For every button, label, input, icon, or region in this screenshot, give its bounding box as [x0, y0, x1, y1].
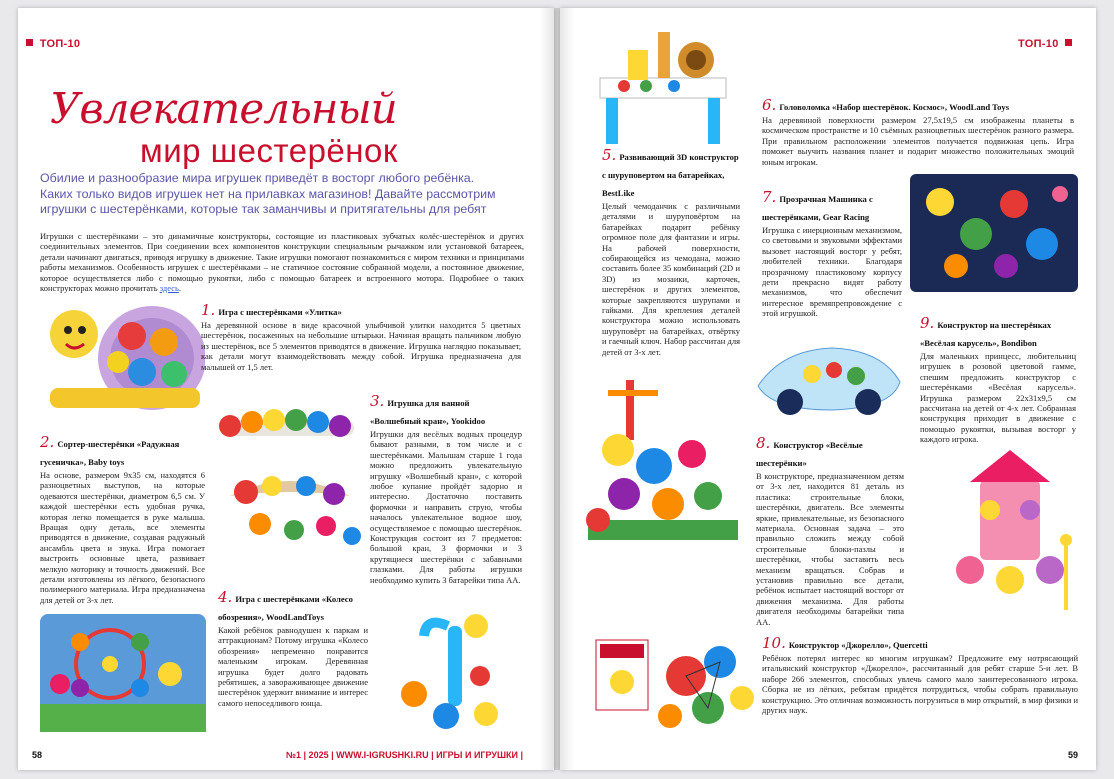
item-title: Конструктор на шестерёнках «Весёлая карусель», Bondibon: [920, 320, 1052, 348]
intro-paragraph: Игрушки с шестерёнками – это динамичные конструкторы, состоящие из пластиковых зубчатых колёс-шестерёнок и других соединительных элементов. При соединении всех компонентов конструкции специальным рычажком или установкой батареек, детали начинают двигаться, приводя игрушку в движение. Такие игрушки помогают познакомиться с миром техники и принципами работы механизмов. Особенность игрушек с шестерёнками – не статичное состояние собранной модели, а постоянное движение, которое осуществляется либо с помощью рукоятки, либо с помощью батареек и встроенного мотора. Подробнее о таких конструкторах можно прочитать здесь.: [40, 231, 524, 294]
item-text: В конструкторе, предназначенном детям от 3-х лет, находится 81 деталь из пластика: строительные блоки, шестерёнки, двигатель. Все элементы яркие, привлекательные, из безопасного материала. Основная задача – это правильно сложить между собой строительные блоки-пазлы и шестерёнки, чтобы заставить весь механизм вращаться. Собрав и установив правильно все детали, ребёнок испытает настоящий восторг от движения механизма. Для работы двигателя необходимы батарейки типа АА.: [756, 471, 904, 627]
item-text: Ребёнок потерял интерес ко многим игрушкам? Предложите ему нотрясающий итальянский конструктор «Джорелло», рассчитанный для ребят старше 5-и лет. В наборе 266 элементов, способных увлечь самого мало заинтересованного игрока. Сборка не из лёгких, ребятам придётся потрудиться, чтобы собрать правильную конструкцию. Это отличная возможность погрузиться в мир открытий, в мир физики и других наук.: [762, 653, 1078, 716]
item-number: 3.: [370, 392, 385, 410]
item-8: [756, 434, 904, 627]
item-text: На деревянной основе в виде красочной улыбчивой улитки находится 5 цветных шестерёнок, посаженных на небольшие штырьки. Начиная вращать пальчиком любую из шестерёнок, все 5 элементов приводятся в движение. Игрушка наглядно показывает, как детали могут взаимодействовать между собой. Игрушка предназначена для малышей от 1,5 лет.: [201, 320, 521, 372]
title-line2: мир шестерёнок: [140, 132, 398, 169]
item-title: Игра с шестерёнками «Колесо обозрения», WoodLandToys: [218, 594, 353, 622]
section-label-right: ТОП-10: [1018, 38, 1072, 50]
page-number-right: 59: [1068, 750, 1079, 760]
snail-gears-image: [40, 296, 205, 414]
item-title: Игра с шестерёнками «Улитка»: [218, 307, 342, 317]
square-icon: [26, 39, 33, 46]
construction-table-image: [588, 20, 738, 148]
item-title: Конструктор «Весёлые шестерёнки»: [756, 440, 863, 468]
item-text: На деревянной поверхности размером 27,5х19,5 см изображены планеты в космическом пространстве и 10 съёмных разноцветных шестерёнок разного размера. При правильном расположении элементов получается подвижная цепь. Игра поможет выучить названия планет и подарит множество положительных эмоций юным игрокам.: [762, 115, 1074, 167]
ferris-wheel-image: [40, 614, 206, 732]
title-line1: Увлекательный: [50, 84, 397, 133]
item-text: Целый чемоданчик с различными деталями и шуруповёртом на батарейках подарит ребёнку огромное поле для фантазии и игры. На рабочей поверхности, собирающейся из чемодана, можно составить более 35 комбинаций (2D и 3D) из мозаики, карточек, шестерёнок и других элементов, которые закрепляются шурупами и гайками. Для крепления деталей конструктора можно использовать шуруповёрт на батарейках, отвёртку и гаечный ключ. Набор рассчитан для детей от 3-х лет.: [602, 201, 740, 357]
item-text: Какой ребёнок равнодушен к паркам и аттракционам? Потому игрушка «Колесо обозрения» непременно понравится маленьким игрокам. Деревянная игрушка будет долго радовать ребятишек, а завораживающее движение шестерёнок удержит внимание и интерес самого непоседливого юнца.: [218, 625, 368, 708]
item-5: [602, 146, 740, 357]
item-text: Игрушка с инерционным механизмом, со световыми и звуковыми эффектами вызовет настоящий восторг у ребят, любителей техники. Благодаря прозрачному пластиковому корпусу дети прекрасно видят работу механизмов, что обеспечит интересное времяпрепровождение с этой игрушкой.: [762, 225, 902, 319]
space-puzzle-image: [910, 174, 1078, 292]
georello-image: [590, 620, 758, 738]
item-number: 2.: [40, 433, 55, 451]
transparent-car-image: [752, 324, 904, 424]
carousel-image: [940, 440, 1080, 620]
item-10: [762, 634, 1078, 715]
bath-crane-image: [386, 606, 518, 738]
item-number: 6.: [762, 96, 777, 114]
item-6: [762, 96, 1074, 167]
item-9: [920, 314, 1076, 445]
lead-paragraph: Обилие и разнообразие мира игрушек приведёт в восторг любого ребёнка. Каких только видов игрушек нет на прилавках магазинов! Давайте рассмотрим игрушки с шестерёнками, которые так заманчивы и притягательны для ребят: [40, 171, 496, 216]
intro-link[interactable]: здесь: [159, 283, 179, 294]
section-label-left: ТОП-10: [26, 38, 80, 50]
item-text: Игрушки для весёлых водных процедур бывают разными, в том числе и с шестерёнками. Малышам старше 1 года можно предложить увлекательную игрушку «Волшебный кран», с которой любое купание пройдёт задорно и интересно. Достаточно поставить формочки и направить струю, чтобы началось увлекательное водное шоу, осуществляемое с помощью шестерёнок. Конструкция состоит из 7 предметов: большой кран, 3 формочки и 3 крутящиеся шестерёнки с забавными глазками. Для работы игрушки необходимо купить 3 батарейки типа АА.: [370, 429, 522, 585]
item-7: [762, 188, 902, 319]
merry-gears-construction-image: [568, 370, 748, 560]
item-number: 8.: [756, 434, 771, 452]
item-number: 1.: [201, 301, 216, 319]
item-title: Головоломка «Набор шестерёнок. Космос», WoodLand Toys: [779, 102, 1010, 112]
item-number: 9.: [920, 314, 935, 332]
item-title: Игрушка для ванной «Волшебный кран», Yookidoo: [370, 398, 486, 426]
item-1: [201, 301, 521, 372]
item-title: Конструктор «Джорелло», Quercetti: [788, 640, 928, 650]
item-text: На основе, размером 9х35 см, находятся 6 разноцветных выступов, на которые одеваются шестерёнки, диаметром 6,5 см. У каждой шестерёнки есть удобная ручка, которая легко помещается в руке малыша. Вращая одну деталь, все элементы приводятся в движение, создавая радужный ансамбль цвета и звука. Игра помогает выстроить основные цвета, развивает мелкую моторику и точность движений. Все детали изготовлены из лёгкого, безопасного полимерного материала. Игра предназначена для детей от 3-х лет.: [40, 470, 205, 605]
caterpillar-gears-image: [210, 396, 370, 558]
page-number-left: 58: [32, 750, 43, 760]
item-3: [370, 392, 522, 585]
footer-center: №1 | 2025 | WWW.I-IGRUSHKI.RU | ИГРЫ И ИГРУШКИ |: [286, 750, 524, 760]
item-number: 7.: [762, 188, 777, 206]
item-text: Для маленьких принцесс, любительниц игрушек в розовой цветовой гамме, спешим предложить конструктор с шестерёнками «Весёлая карусель». Игрушка размером 22х31х9,5 см рассчитана на детей от 4-х лет. Собранная конструкция приходит в движение с помощью рукоятки, вызывая восторг у каждого игрока.: [920, 351, 1076, 445]
item-title: Развивающий 3D конструктор с шуруповертом на батарейках, BestLike: [602, 152, 739, 198]
item-number: 10.: [762, 634, 786, 652]
item-4: [218, 588, 368, 708]
right-page: [560, 8, 1096, 770]
item-title: Прозрачная Машинка с шестерёнками, Gear Racing: [762, 194, 873, 222]
item-number: 4.: [218, 588, 233, 606]
item-number: 5.: [602, 146, 617, 164]
left-page: [18, 8, 554, 770]
square-icon: [1065, 39, 1072, 46]
item-title: Сортер-шестерёнки «Радужная гусеничка», Baby toys: [40, 439, 180, 467]
item-2: [40, 433, 205, 605]
